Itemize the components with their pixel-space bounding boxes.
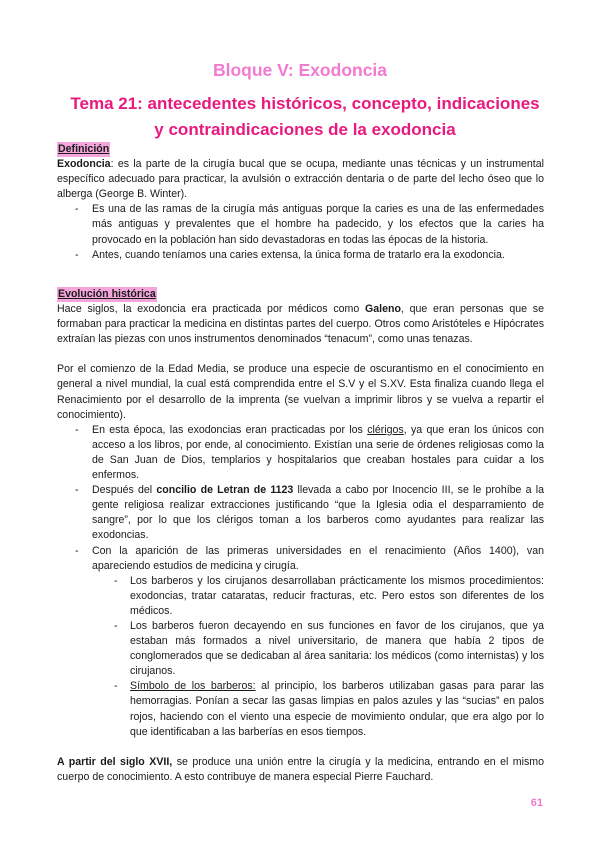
- text-run: Hace siglos, la exodoncia era practicada por médicos como: [57, 303, 365, 316]
- topic-title: [40, 91, 570, 143]
- clerigos-underlined: clérigos: [367, 423, 404, 436]
- history-heading: Evolución histórica: [57, 287, 157, 302]
- text-run: , ya que eran los únicos con acceso a los libros, por ende, al conocimiento. Existían una serie de órdenes religiosas como la de San Juan de Dios, templarios y hospitalarios que creaban hostales para cuidar a los enfermos.: [92, 423, 544, 482]
- topic-title-line-1: Tema 21: antecedentes históricos, concepto, indicaciones: [70, 94, 540, 113]
- definition-section: [57, 142, 544, 263]
- list-item: - Es una de las ramas de la cirugía más antiguas porque la caries es una de las enfermedades más antiguas y prevalentes que el hombre ha padecido, y los efectos que la caries ha provocado en la población han sido devastadoras en todas las épocas de la historia.: [57, 202, 544, 247]
- topic-title-line-2: y contraindicaciones de la exodoncia: [154, 120, 456, 139]
- text-run: al principio, los barberos utilizaban gasas para parar las hemorragias. Ponían a secar las gasas limpias en palos azules y las “sucias” en palos rojos, haciendo con el viento una especie de movimiento ondular, que era algo por lo que identificaban a las barberías en esos tiempos.: [130, 680, 544, 738]
- history-sub-bullet-list: [57, 574, 544, 740]
- text-run: se produce una unión entre la cirugía y la medicina, entrando en el mismo cuerpo de conocimiento. A esto contribuye de manera especial Pierre Fauchard.: [57, 755, 544, 783]
- concilio-bold: concilio de Letran de 1123: [156, 484, 294, 497]
- history-section: [57, 287, 544, 785]
- text-run: Con la aparición de las primeras universidades en el renacimiento (Años 1400), van apareciendo estudios de medicina y cirugía.: [92, 544, 544, 572]
- history-paragraph-1: [57, 302, 544, 347]
- list-item: [57, 423, 544, 483]
- definition-bullet-list: [57, 202, 544, 262]
- history-paragraph-2: Por el comienzo de la Edad Media, se produce una especie de oscurantismo en el conocimiento en general a nivel mundial, la cual está comprendida entre el S.V y el S.XV. Esta finaliza cuando llega el Renacimiento por el desarrollo de la imprenta (se vuelvan a imprimir libros y se vuelva a repartir el conocimiento).: [57, 363, 544, 421]
- list-item: - Los barberos y los cirujanos desarrollaban prácticamente los mismos procedimientos: exodoncias, tratar cataratas, reducir fracturas, etc. Pero estos son diferentes de los médicos.: [57, 574, 544, 619]
- page-number: 61: [530, 797, 543, 809]
- history-paragraph-3: [57, 755, 544, 785]
- siglo-xvii-bold: A partir del siglo XVII,: [57, 755, 173, 768]
- list-item: - Los barberos fueron decayendo en sus funciones en favor de los cirujanos, que ya estaban más formados a nivel universitario, de manera que había 2 tipos de conglomerados que se dedicaban al área sanitaria: los médicos (como internistas) y los cirujanos.: [57, 619, 544, 679]
- text-run: En esta época, las exodoncias eran practicadas por los: [92, 423, 368, 436]
- list-item: [57, 679, 544, 739]
- list-item: [57, 483, 544, 543]
- block-title: Bloque V: Exodoncia: [212, 60, 388, 80]
- history-bullet-list: [57, 423, 544, 574]
- galeno-bold: Galeno: [365, 303, 401, 316]
- text-run: Después del: [92, 484, 157, 497]
- definition-heading: Definición: [57, 142, 110, 157]
- simbolo-underlined: Símbolo de los barberos:: [130, 680, 256, 693]
- text-run: llevada a cabo por Inocencio III, se le prohíbe a la gente religiosa realizar extracciones justificando “que la Iglesia odia el desparramiento de sangre”, por lo que los clérigos toman a los barberos como ayudantes para realizar las exodoncias.: [92, 484, 544, 542]
- definition-text: : es la parte de la cirugía bucal que se ocupa, mediante unas técnicas y un instrumental específico adecuado para practicar, la avulsión o extracción dentaria o de parte del lecho óseo que lo alberga (George B. Winter).: [57, 158, 544, 201]
- definition-term: Exodoncia: [57, 158, 111, 171]
- text-run: , que eran personas que se formaban para practicar la medicina en distintas partes del cuerpo. Otros como Aristóteles e Hipócrates extraían las piezas con unos instrumentos denominados “tenacum”, como unas tenazas.: [57, 303, 544, 346]
- definition-paragraph: [57, 157, 544, 202]
- list-item: [57, 544, 544, 574]
- list-item: - Antes, cuando teníamos una caries extensa, la única forma de tratarlo era la exodoncia.: [57, 248, 544, 263]
